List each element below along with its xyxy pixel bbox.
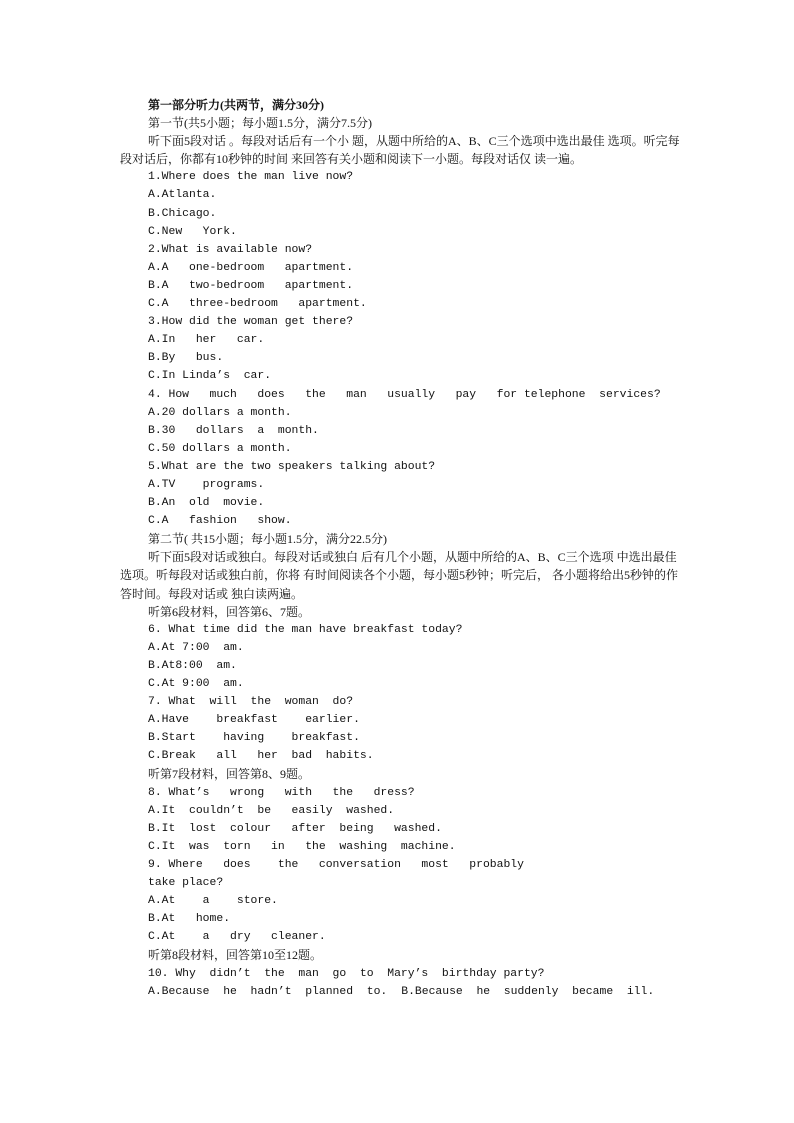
part1-question-list: [120, 168, 680, 530]
option-6c: C.At 9:00 am.: [148, 678, 244, 690]
option-8a: A.It couldn’t be easily washed.: [148, 804, 395, 817]
question-6: 6. What time did the man have breakfast today?: [148, 623, 463, 636]
option-1c: C.New York.: [148, 225, 237, 238]
exam-document: [120, 96, 680, 1001]
option-5a: A.TV programs.: [148, 478, 265, 491]
option-2c: C.A three-bedroom apartment.: [148, 298, 367, 311]
question-4: 4. How much does the man usually pay for telephone services?: [148, 388, 661, 401]
option-6b: B.At8:00 am.: [148, 659, 237, 672]
question-2: 2.What is available now?: [148, 243, 313, 256]
option-1b: B.Chicago.: [148, 207, 217, 220]
question-1: 1.Where does the man live now?: [148, 171, 354, 184]
option-4c: C.50 dollars a month.: [148, 442, 292, 455]
group-heading-10-12: 听第8段材料，回答第10至12题。: [148, 948, 323, 963]
option-4b: B.30 dollars a month.: [148, 424, 319, 437]
question-3: 3.How did the woman get there?: [148, 316, 354, 329]
option-7c: C.Break all her bad habits.: [148, 750, 374, 763]
question-5: 5.What are the two speakers talking about?: [148, 460, 436, 473]
option-9a: A.At a store.: [148, 895, 278, 908]
section1-title: 第一节(共5小题；每小题1.5分，满分7.5分): [148, 116, 372, 131]
option-6a: A.At 7:00 am.: [148, 641, 244, 654]
option-4a: A.20 dollars a month.: [148, 406, 292, 419]
question-10: 10. Why didn’t the man go to Mary’s birthday party?: [148, 967, 545, 980]
option-2b: B.A two-bedroom apartment.: [148, 279, 354, 292]
question-7: 7. What will the woman do?: [148, 696, 354, 709]
option-10a: A.Because he hadn’t planned to.: [148, 985, 388, 998]
option-8b: B.It lost colour after being washed.: [148, 822, 442, 835]
section1-instructions: 听下面5段对话 。每段对话后有一个小 题，从题中所给的A、B、C三个选项中选出最佳 选项。听完每段对话后，你都有10秒钟的时间 来回答有关小题和阅读下一小题。每段对话仅 读一遍。: [120, 134, 680, 167]
option-9c: C.At a dry cleaner.: [148, 931, 326, 944]
option-3b: B.By bus.: [148, 352, 224, 365]
option-7a: A.Have breakfast earlier.: [148, 714, 360, 727]
option-9b: B.At home.: [148, 913, 231, 926]
option-3a: A.In her car.: [148, 334, 265, 347]
option-1a: A.Atlanta.: [148, 189, 217, 202]
option-5b: B.An old movie.: [148, 497, 265, 510]
question-9-continued: take place?: [148, 877, 224, 890]
option-7b: B.Start having breakfast.: [148, 732, 360, 745]
group-heading-6-7: 听第6段材料，回答第6、7题。: [148, 604, 311, 619]
option-5c: C.A fashion show.: [148, 515, 292, 528]
section2-instructions: 听下面5段对话或独白。每段对话或独白 后有几个小题，从题中所给的A、B、C三个选项 中选出最佳选项。听每段对话或独白前，你将 有时间阅读各个小题，每小题5秒钟；听完后， 各小题将给出5秒钟的作答时间。每段对话或 独白读两遍。: [120, 550, 679, 601]
option-8c: C.It was torn in the washing machine.: [148, 840, 456, 853]
option-2a: A.A one-bedroom apartment.: [148, 261, 354, 274]
option-10b: B.Because he suddenly became ill.: [401, 985, 655, 998]
option-3c: C.In Linda’s car.: [148, 370, 272, 383]
group-heading-8-9: 听第7段材料，回答第8、9题。: [148, 767, 311, 782]
part1-title: 第一部分听力(共两节，满分30分): [148, 98, 324, 112]
section2-title: 第二节( 共15小题；每小题1.5分，满分22.5分): [148, 532, 387, 547]
options-10-ab: [120, 983, 680, 1001]
question-9: 9. Where does the conversation most probably: [148, 858, 524, 871]
question-8: 8. What’s wrong with the dress?: [148, 786, 415, 799]
